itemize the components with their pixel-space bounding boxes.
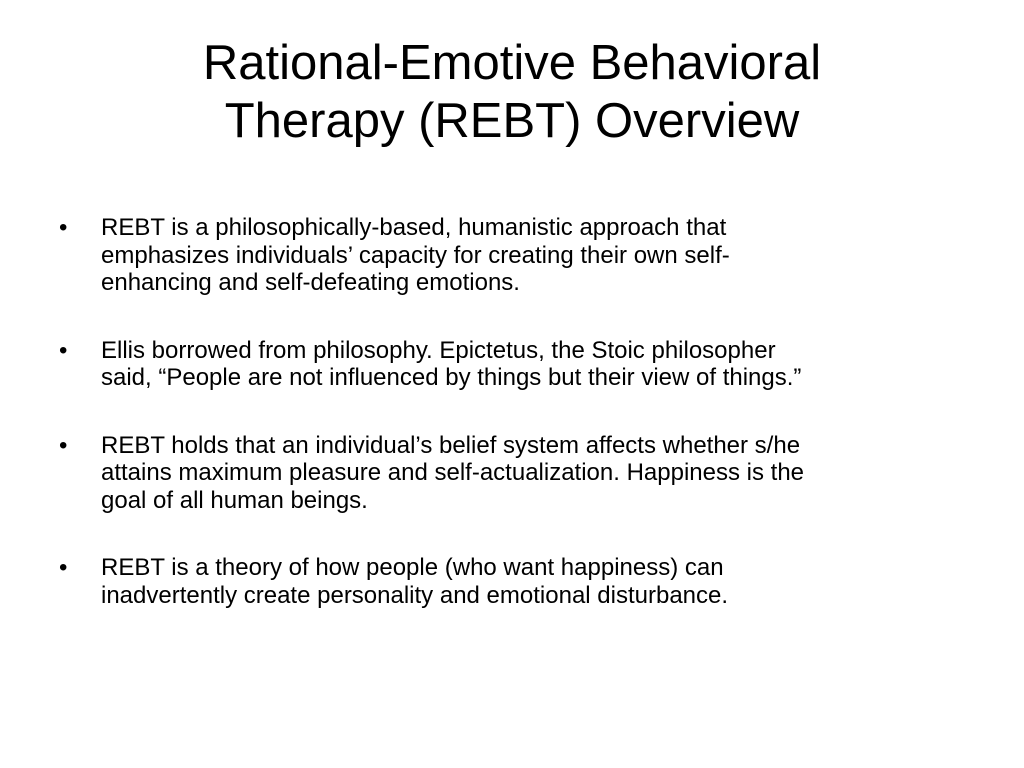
bullet-list [56,214,956,649]
bullet-icon: • [59,431,68,459]
bullet-1-line-2: emphasizes individuals’ capacity for creating their own self- [101,241,730,269]
bullet-icon: • [59,214,68,241]
bullet-3-line-1: REBT holds that an individual’s belief system affects whether s/he [101,431,801,459]
bullet-item-4 [56,554,956,609]
bullet-4-line-2: inadvertently create personality and emotional disturbance. [101,581,729,609]
bullet-item-1 [56,214,956,297]
bullet-1-line-3: enhancing and self-defeating emotions. [101,269,520,296]
slide-title-line-1: Rational-Emotive Behavioral [202,36,822,90]
bullet-item-3 [56,432,956,515]
bullet-3-line-2: attains maximum pleasure and self-actualization. Happiness is the [101,459,805,486]
bullet-icon: • [59,336,68,364]
bullet-4-line-1: REBT is a theory of how people (who want happiness) can [101,554,724,581]
slide-title-line-2: Therapy (REBT) Overview [224,94,800,148]
slide-title [60,34,964,150]
bullet-icon: • [59,554,68,581]
bullet-2-line-2: said, “People are not influenced by things but their view of things.” [101,364,802,391]
bullet-1-line-1: REBT is a philosophically-based, humanistic approach that [101,214,727,241]
bullet-2-line-1: Ellis borrowed from philosophy. Epictetus, the Stoic philosopher [101,336,776,364]
bullet-3-line-3: goal of all human beings. [101,486,368,514]
bullet-item-2 [56,337,956,392]
